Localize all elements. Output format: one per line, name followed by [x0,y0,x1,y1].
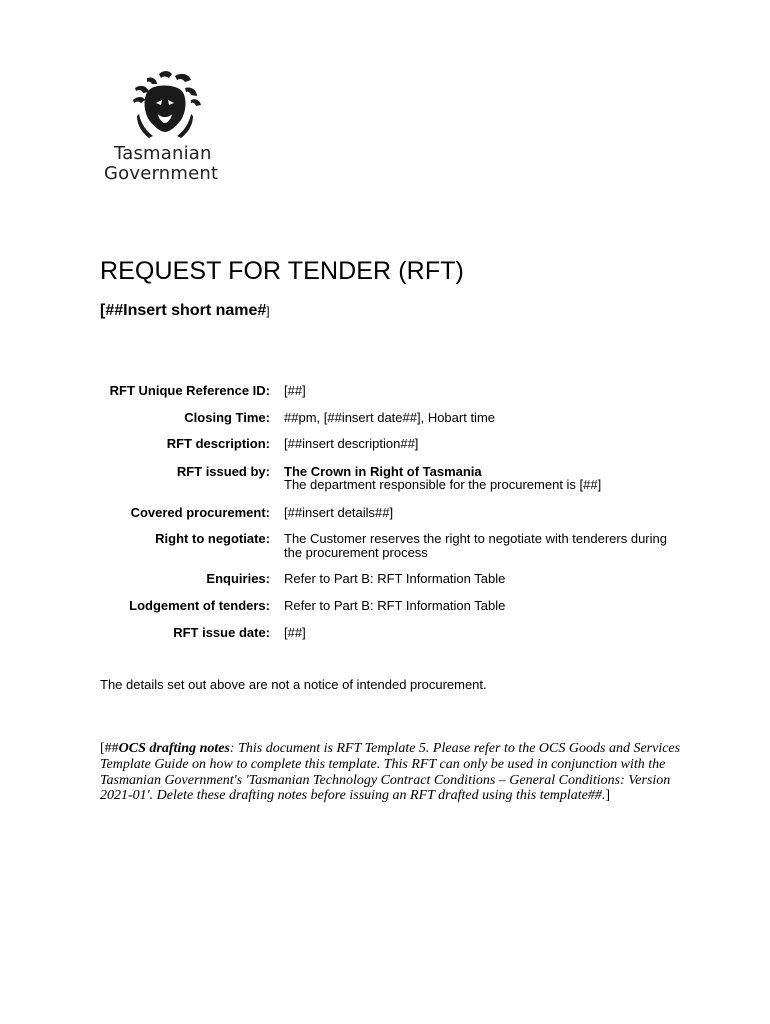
drafting-body: : This document is RFT Template 5. Please refer to the OCS Goods and Services Template Guide on how to complete this template. This RFT can only be used in conjunction with the Tasmanian Government's 'Tasmanian Technology Contract Conditions – General Conditions: Version 2021-01'. Delete these drafting notes before issuing an RFT drafted using this template##. [100,741,681,804]
row-covered-procurement [100,506,680,520]
tasmanian-devil-emblem-icon [125,70,205,140]
lodgement-value: Refer to Part B: RFT Information Table [284,597,506,613]
issued-by-department: The department responsible for the procurement is [##] [284,477,602,492]
closing-time-label: Closing Time: [184,409,270,425]
enquiries-value: Refer to Part B: RFT Information Table [284,571,506,586]
row-closing-time [100,411,680,425]
issued-by-entity: The Crown in Right of Tasmania [284,463,482,479]
row-unique-reference [100,384,680,398]
rft-details-table [100,384,680,640]
description-value: [##insert description##] [284,436,419,451]
drafting-lead: OCS drafting notes [118,741,230,756]
tasmanian-government-logo [100,70,240,185]
issue-date-label: RFT issue date: [173,625,270,640]
drafting-close: ] [605,788,611,804]
short-name-placeholder [100,302,270,320]
short-name-closing-bracket: ] [266,304,270,318]
row-lodgement [100,599,680,613]
logo-text-line1: Tasmanian [114,143,212,164]
procurement-notice: The details set out above are not a notice of intended procurement. [100,677,487,692]
logo-text-line2: Government [104,163,219,184]
row-right-to-negotiate [100,532,680,559]
enquiries-label: Enquiries: [206,571,270,586]
document-title: REQUEST FOR TENDER (RFT) [100,257,464,285]
covered-procurement-value: [##insert details##] [284,504,394,520]
right-to-negotiate-value: The Customer reserves the right to negotiate with tenderers during the procurement process [284,531,667,560]
closing-time-value: ##pm, [##insert date##], Hobart time [284,409,496,425]
covered-procurement-label: Covered procurement: [130,504,270,520]
row-issued-by [100,465,680,492]
row-issue-date [100,626,680,640]
row-enquiries [100,572,680,586]
unique-reference-label: RFT Unique Reference ID: [109,383,270,398]
issued-by-value [284,465,680,492]
lodgement-label: Lodgement of tenders: [129,597,270,613]
drafting-open: [## [100,741,119,756]
row-description [100,437,680,451]
right-to-negotiate-label: Right to negotiate: [155,531,270,546]
unique-reference-value: [##] [284,383,306,398]
issue-date-value: [##] [284,625,306,640]
issued-by-label: RFT issued by: [176,463,270,479]
description-label: RFT description: [166,436,270,451]
drafting-notes [100,741,700,804]
short-name-text: [##Insert short name# [100,302,267,319]
